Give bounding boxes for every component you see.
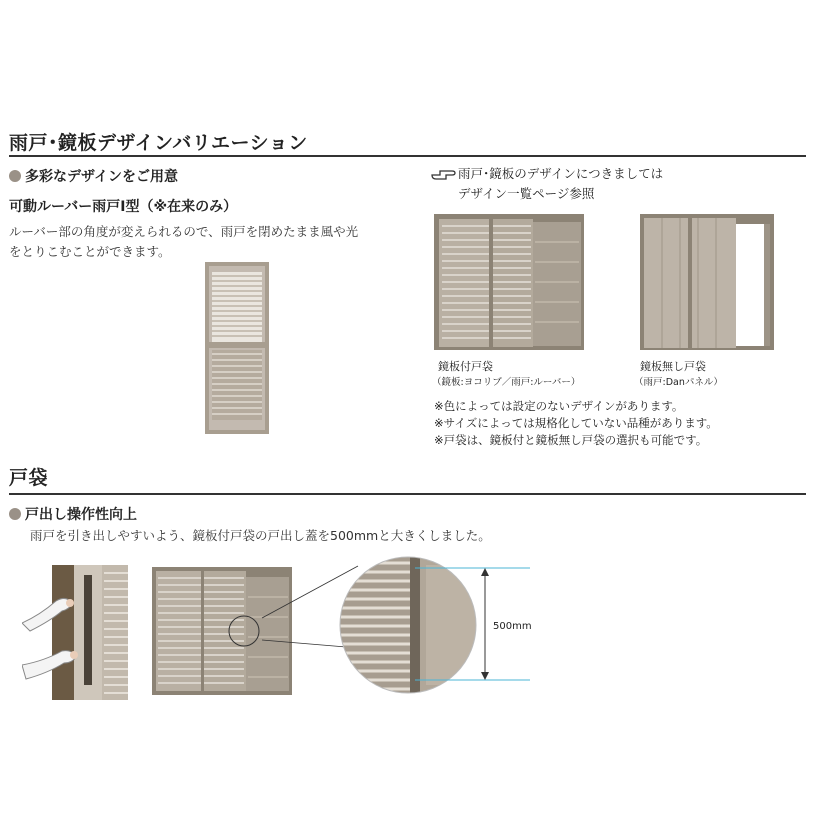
notes	[434, 398, 718, 449]
reference-line-2: デザイン一覧ページ参照	[458, 186, 595, 201]
louver-shutter-image	[205, 262, 269, 434]
section-title-door-pocket: 戸袋	[9, 467, 49, 489]
pointing-hand-icon	[430, 166, 458, 182]
note-item: ※サイズによっては規格化していない品種があります。	[434, 416, 718, 430]
description-line-1: ルーバー部の角度が変えられるので、雨戸を閉めたまま風や光	[9, 224, 359, 239]
reference-line-1: 雨戸･鏡板のデザインにつきましては	[458, 166, 664, 181]
bullet-dot-icon	[9, 170, 21, 182]
bullet-label: 多彩なデザインをご用意	[25, 169, 179, 185]
reference-note	[458, 164, 663, 204]
product-1-name: 鏡板付戸袋	[438, 360, 493, 373]
bullet-design-variety	[9, 166, 178, 186]
section-divider	[9, 493, 806, 495]
product-image-panel-pocket	[434, 214, 584, 350]
section-title-design-variation: 雨戸･鏡板デザインバリエーション	[9, 132, 308, 154]
section2-description: 雨戸を引き出しやすいよう、鏡板付戸袋の戸出し蓋を500mmと大きくしました。	[30, 528, 491, 543]
note-item: ※色によっては設定のないデザインがあります。	[434, 399, 684, 413]
dimension-label: 500mm	[493, 621, 532, 632]
product-image-dan-panel	[640, 214, 774, 350]
photo-hand-pulling-shutter	[22, 565, 128, 700]
product-1-detail: （鏡板:ヨコリブ／雨戸:ルーバー）	[432, 377, 581, 388]
subtitle-louver-shutter: 可動ルーバー雨戸I型（※在来のみ）	[9, 199, 238, 215]
bullet-dot-icon	[9, 508, 21, 520]
product-2-name: 鏡板無し戸袋	[640, 360, 706, 373]
bullet-operability	[9, 504, 137, 524]
description-line-2: をとりこむことができます。	[9, 244, 171, 259]
section-divider	[9, 155, 806, 157]
product-2-detail: （雨戸:Danパネル）	[634, 377, 723, 388]
description	[9, 222, 409, 262]
bullet-label: 戸出し操作性向上	[25, 507, 137, 523]
note-item: ※戸袋は、鏡板付と鏡板無し戸袋の選択も可能です。	[434, 433, 708, 447]
